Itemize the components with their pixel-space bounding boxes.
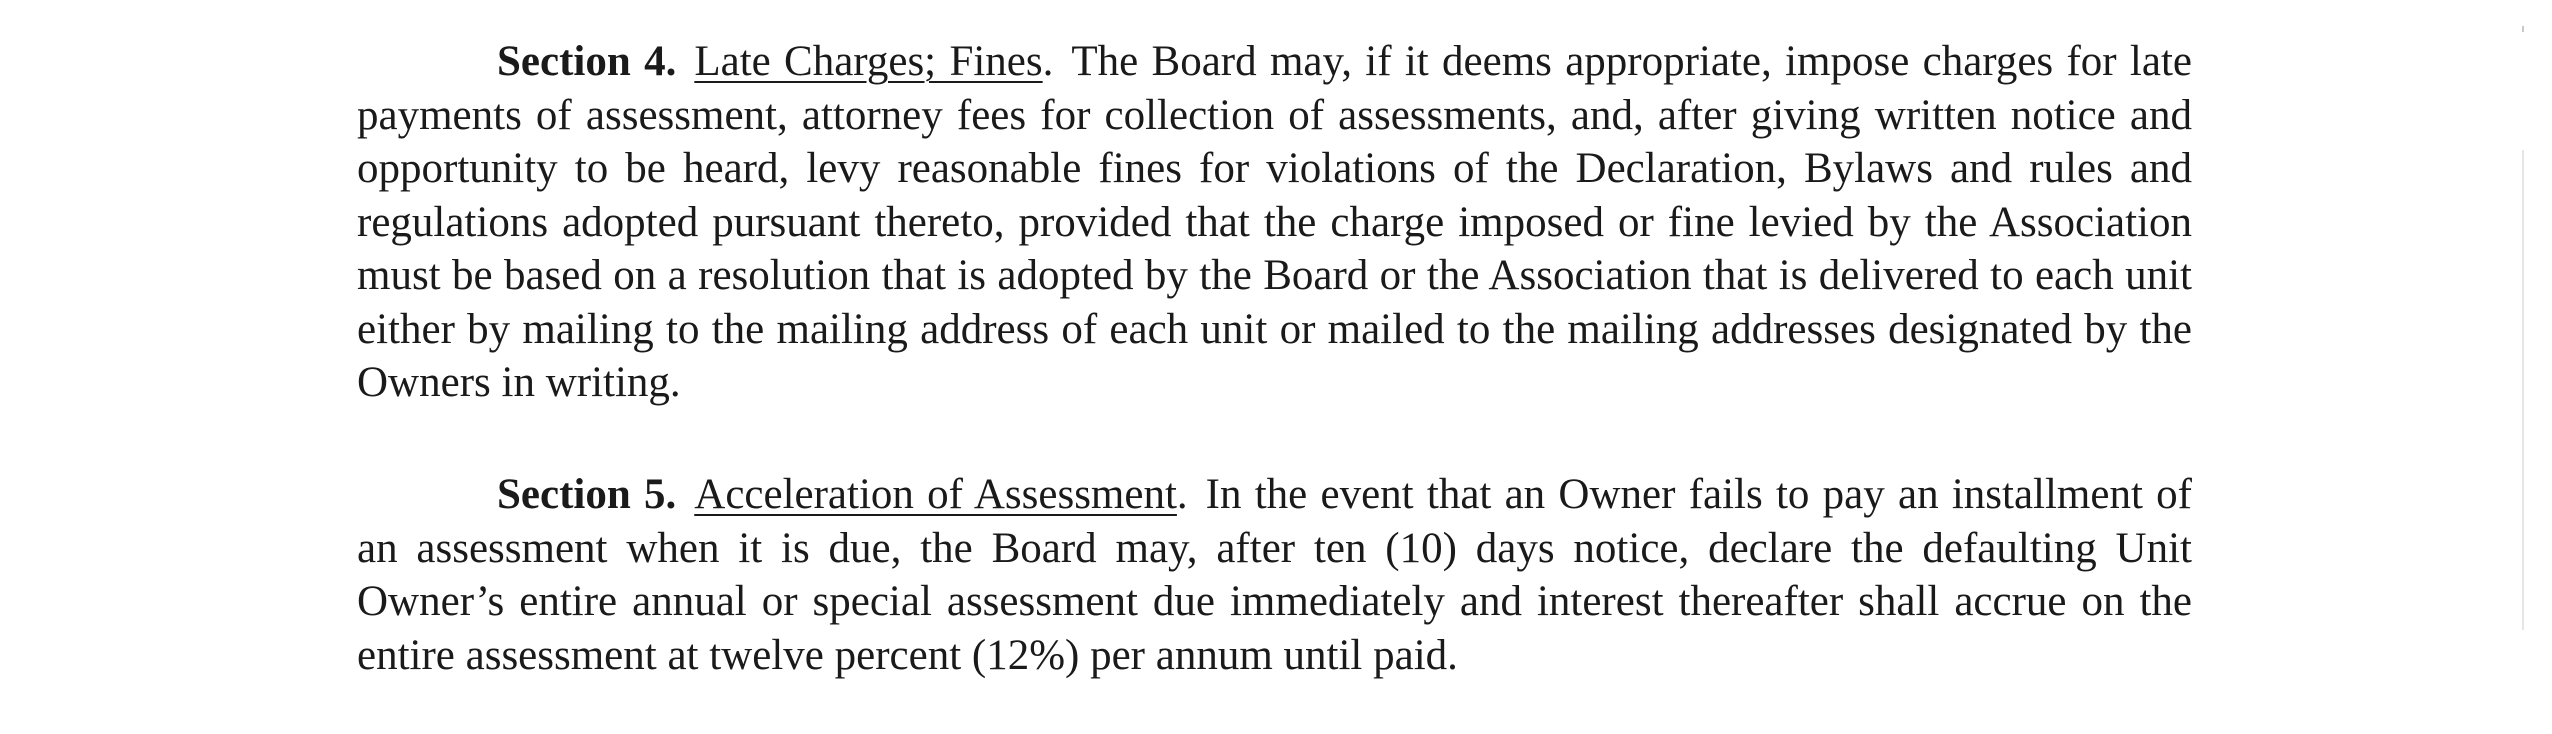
section-4-body: The Board may, if it deems appropriate, impose charges for late payments of assessment, attorney fees for collection of assessments, and, after giving written notice and opportunity to be heard, levy reasonable fines for violations of the Declaration, Bylaws and rules and regulations adopted pursuant thereto, provided that the charge imposed or fine levied by the Association must be based on a resolution that is adopted by the Board or the Association that is delivered to each unit either by mailing to the mailing address of each unit or mailed to the mailing addresses designated by the Owners in writing.: [357, 38, 2192, 406]
section-5-paragraph: [357, 468, 2192, 682]
scan-edge-mark: [2522, 26, 2524, 32]
section-4-title: Late Charges; Fines: [694, 38, 1043, 85]
section-5-body: In the event that an Owner fails to pay an installment of an assessment when it is due, the Board may, after ten (10) days notice, declare the defaulting Unit Owner’s entire annual or special assessment due immediately and interest thereafter shall accrue on the entire assessment at twelve percent (12%) per annum until paid.: [357, 471, 2192, 679]
section-4: [357, 35, 2192, 410]
section-4-paragraph: [357, 35, 2192, 410]
section-5-title: Acceleration of Assessment: [694, 471, 1177, 518]
section-5-title-period: .: [1176, 471, 1188, 518]
section-5: [357, 468, 2192, 682]
section-5-number: Section 5.: [497, 471, 677, 518]
scan-edge-line: [2522, 150, 2524, 630]
section-4-title-period: .: [1042, 38, 1054, 85]
section-4-number: Section 4.: [497, 38, 677, 85]
